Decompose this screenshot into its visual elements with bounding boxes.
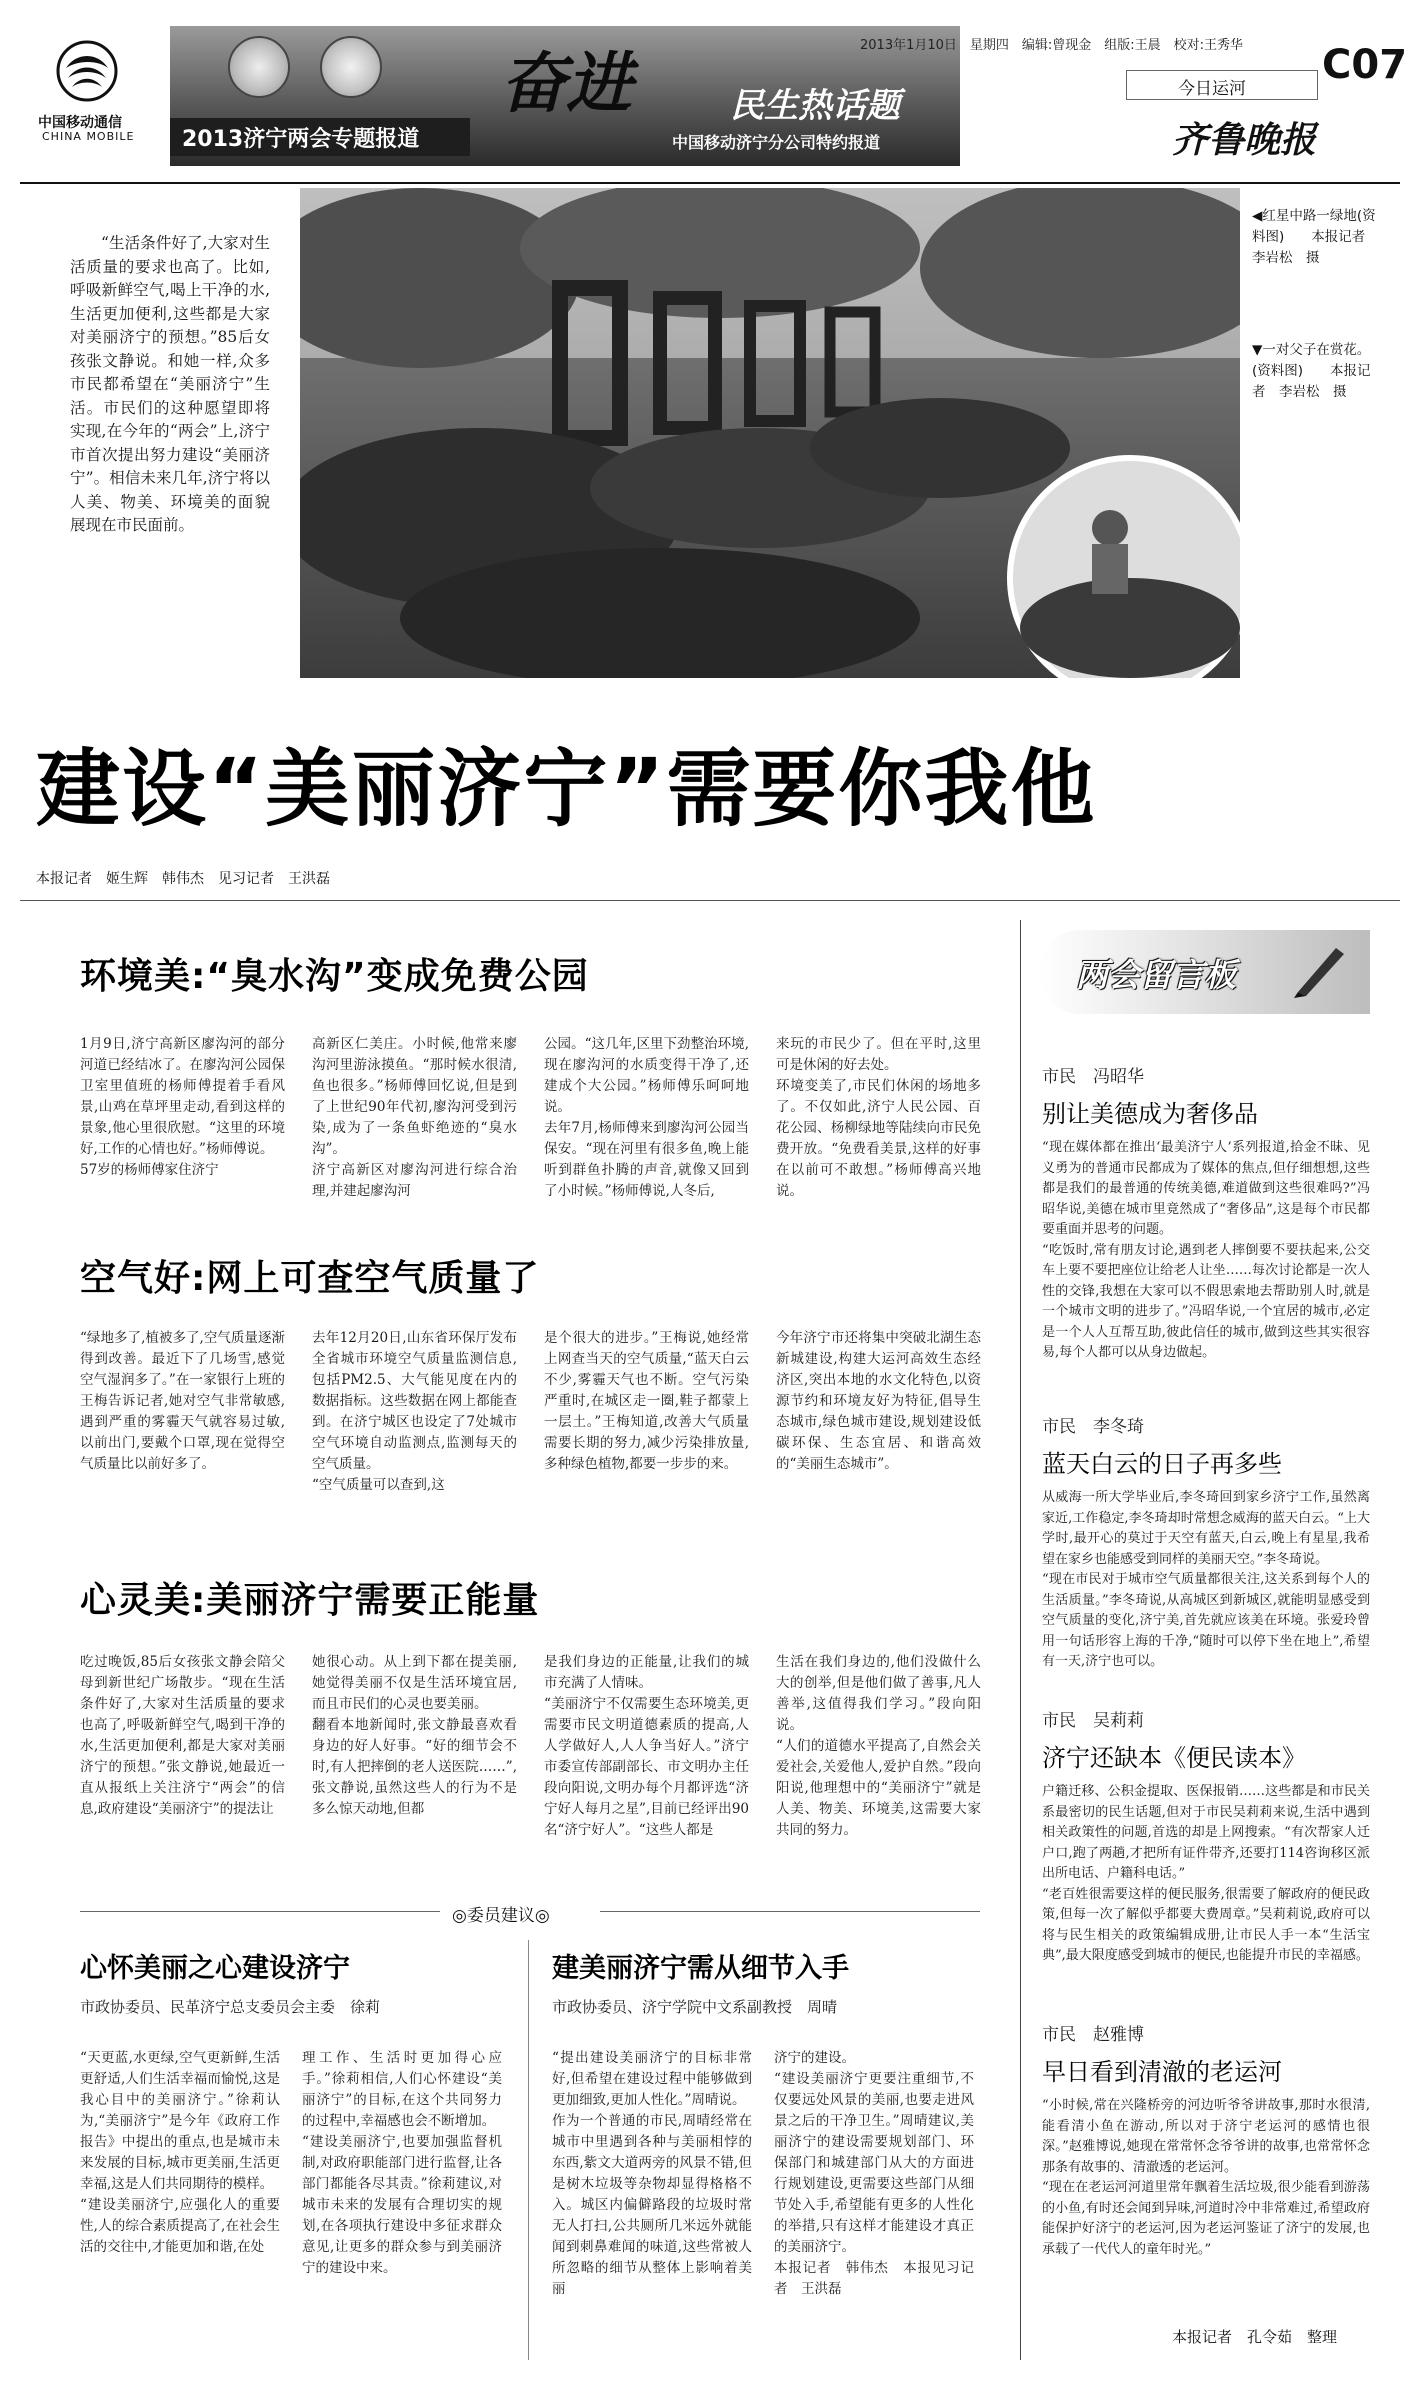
sponsor-line: 中国移动济宁分公司特约报道 [672,133,881,152]
page-number: C07 [1322,42,1408,88]
main-photo [300,188,1240,678]
committee-title-2: 建美丽济宁需从细节入手 [552,1953,849,1984]
masthead-rule [20,182,1400,184]
sidebar-header [1040,930,1370,1014]
sidebar-divider [1020,920,1021,2360]
s1-col-2: 高新区仁美庄。小时候,他常来廖沟河里游泳摸鱼。“那时候水很清,鱼也很多。”杨师傅回忆说,但是到了上世纪90年代初,廖沟河受到污染,成为了一条鱼虾绝迹的“臭水沟”。 济宁高新区对廖沟河进行综合治理,并建起廖沟河 [312,1036,517,1199]
c2-col-2: 济宁的建设。 “建设美丽济宁更要注重细节,不仅要远处风景的美丽,也要走进风景之后的干净卫生。”周晴建议,美丽济宁的建设需要规划部门、环保部门和城建部门从大的方面进行规划建设,更需要这些部门从细节处入手,希望能有更多的人性化的举措,只有这样才能建设才真正的美丽济宁。 本报记者 韩伟杰 本报见习记者 王洪磊 [774,2050,974,2297]
sidebar-title-4: 早日看到清澈的老运河 [1042,2058,1282,2086]
s3-col-3: 是我们身边的正能量,让我们的城市充满了人情味。 “美丽济宁不仅需要生态环境美,更需要市民文明道德素质的提高,人人学做好人,人人争当好人。”济宁市委宣传部副部长、市文明办主任段向阳说,文明办每个月都评选“济宁好人每月之星”,目前已经评出90名“济宁好人”。“这些人都是 [544,1654,749,1838]
s3-col-2: 她很心动。从上到下都在提美丽,她觉得美丽不仅是生活环境宜居,而且市民们的心灵也要美丽。 翻看本地新闻时,张文静最喜欢看身边的好人好事。“好的细节会不时,有人把摔倒的老人送医院……”,张文静说,虽然这些人的行为不是多么惊天动地,但都 [312,1654,517,1817]
brand-cn: 中国移动通信 [38,115,122,131]
committee-rule-left [80,1911,440,1912]
china-mobile-logo-icon [56,40,118,102]
committee-rule-right [600,1911,980,1912]
section-title-environment: 环境美:“臭水沟”变成免费公园 [80,956,589,997]
s3-col-1: 吃过晚饭,85后女孩张文静会陪父母到新世纪广场散步。“现在生活条件好了,大家对生活质量的要求也高了,呼吸新鲜空气,喝到干净的水,生活更加便利,都是大家对美丽济宁的预想。”张文静说,她最近一直从报纸上关注济宁“两会”的信息,政府建设“美丽济宁”的提法让 [80,1654,285,1817]
fendou-calligraphy: 奋进 [500,44,632,122]
sidebar-text-3: 户籍迁移、公积金提取、医保报销……这些都是和市民关系最密切的民生话题,但对于市民吴莉莉来说,生活中遇到相关政策性的问题,首选的却是上网搜索。“有次帮家人迁户口,跑了两趟,才把所有证件带齐,还要打114咨询移区派出所电话、户籍科电话。” “老百姓很需要这样的便民服务,很需要了解政府的便民政策,但每一次了解似乎都要大费周章。”吴莉莉说,政府可以将与民生相关的政策编辑成册,让市民人手一本“生活宝典”,最大限度感受到城市的便民,也能提升市民的幸福感。 [1042,1784,1370,1963]
cppcc-emblem-icon [320,36,382,98]
c2-col-1: “提出建设美丽济宁的目标非常好,但希望在建设过程中能够做到更加细致,更加人性化。”周晴说。 作为一个普通的市民,周晴经常在城市中里遇到各种与美丽相悖的东西,紫文大道两旁的风景不错,但是树木垃圾等杂物却显得格格不入。城区内偏僻路段的垃圾时常无人打扫,公共厕所几米远外就能闻到刺鼻难闻的味道,这些常被人所忽略的细节从整体上影响着美丽 [552,2050,752,2297]
sidebar-name-3: 市民 吴莉莉 [1042,1711,1144,1731]
sidebar-name-4: 市民 赵雅博 [1042,2025,1144,2045]
s3-col-4: 生活在我们身边的,他们没做什么大的创举,但是他们做了善事,凡人善举,这值得我们学习。”段向阳说。 “人们的道德水平提高了,自然会关爱社会,关爱他人,爱护自然。”段向阳说,他理想中的“美丽济宁”就是人美、物美、环境美,这需要大家共同的努力。 [776,1654,981,1838]
committee-divider [528,1940,529,2360]
headline-rule [20,900,1400,901]
committee-author-2: 市政协委员、济宁学院中文系副教授 周晴 [552,1998,838,2016]
sidebar-text-1: “现在媒体都在推出‘最美济宁人’系列报道,拾金不昧、见义勇为的普通市民都成为了媒体的焦点,但仔细想想,这些都是我们的最普通的传统美德,难道做到这些很难吗?”冯昭华说,美德在城市里竟然成了“奢侈品”,这是每个市民都要重面并思考的问题。 “吃饭时,常有朋友讨论,遇到老人摔倒要不要扶起来,公交车上要不要把座位让给老人让坐……每次讨论都是一次人性的交锋,我想在大家可以不假思索地去帮助别人时,就是一个城市文明的进步了。”冯昭华说,一个宜居的城市,必定是一个人人互帮互助,彼此信任的城市,做到这些其实很容易,每个人都可以从身边做起。 [1042,1140,1370,1360]
committee-author-1: 市政协委员、民革济宁总支委员会主委 徐莉 [80,1998,381,2016]
s2-col-2: 去年12月20日,山东省环保厅发布全省城市环境空气质量监测信息,包括PM2.5、大气能见度在内的数据指标。这些数据在网上都能查到。在济宁城区也设定了7处城市空气环境自动监测点,监测每天的空气质量。 “空气质量可以查到,这 [312,1330,517,1493]
s2-col-1: “绿地多了,植被多了,空气质量逐渐得到改善。最近下了几场雪,感觉空气湿润多了。”在一家银行上班的王梅告诉记者,她对空气非常敏感,遇到严重的雾霾天气就容易过敏,以前出门,要戴个口罩,现在觉得空气质量比以前好多了。 [80,1330,285,1472]
pen-icon [1290,940,1350,1000]
committee-label: ◎委员建议◎ [452,1906,550,1926]
section-title-air: 空气好:网上可查空气质量了 [80,1258,540,1299]
masthead [0,0,1417,180]
page-meta: 2013年1月10日 星期四 编辑:曾现金 组版:王晨 校对:王秀华 [860,38,1244,53]
headline: 建设“美丽济宁”需要你我他 [36,740,1097,838]
sidebar-text-2: 从威海一所大学毕业后,李冬琦回到家乡济宁工作,虽然离家近,工作稳定,李冬琦却时常想念威海的蓝天白云。“上大学时,最开心的莫过于天空有蓝天,白云,晚上有星星,我希望在家乡也能感受到同样的美丽天空。”李冬琦说。 “现在市民对于城市空气质量都很关注,这关系到每个人的生活质量。”李冬琦说,从高城区到新城区,就能明显感受到空气质量的变化,济宁美,首先就应该美在环境。张爱玲曾用一句话形容上海的千净,“随时可以停下坐在地上”,希望有一天,济宁也可以。 [1042,1490,1370,1669]
special-report-title: 2013济宁两会专题报道 [182,127,420,152]
section-name: 今日运河 [1178,79,1246,99]
photo-caption-2: ▼一对父子在赏花。(资料图) 本报记者 李岩松 摄 [1252,342,1371,400]
s1-col-4: 来玩的市民少了。但在平时,这里可是休闲的好去处。 环境变美了,市民们休闲的场地多了。不仅如此,济宁人民公园、百花公园、杨柳绿地等陆续向市民免费开放。“免费看美景,这样的好事在以前可不敢想。”杨师傅高兴地说。 [776,1036,981,1199]
national-emblem-icon [228,36,290,98]
hot-topic-title: 民生热话题 [730,86,900,126]
sidebar-title-2: 蓝天白云的日子再多些 [1042,1450,1282,1478]
sidebar-text-4: “小时候,常在兴隆桥旁的河边听爷爷讲故事,那时水很清,能看清小鱼在游动,所以对于济宁老运河的感情也很深。”赵雅博说,她现在常常怀念爷爷讲的故事,也常常怀念那条有故事的、清澈透的老运河。 “现在在老运河河道里常年飘着生活垃圾,很少能看到游荡的小鱼,有时还会闻到异味,河道时冷中非常难过,希望政府能保护好济宁的老运河,因为老运河鉴证了济宁的发展,也承载了一代代人的童年时光。” [1042,2098,1370,2257]
sidebar-title-3: 济宁还缺本《便民读本》 [1042,1744,1306,1772]
brand-en: CHINA MOBILE [42,130,135,143]
sidebar-title-1: 别让美德成为奢侈品 [1042,1100,1258,1128]
sidebar-name-1: 市民 冯昭华 [1042,1067,1144,1087]
byline: 本报记者 姬生辉 韩伟杰 见习记者 王洪磊 [36,871,330,887]
paper-name: 齐鲁晚报 [1172,119,1317,161]
committee-title-1: 心怀美丽之心建设济宁 [80,1953,350,1984]
section-title-soul: 心灵美:美丽济宁需要正能量 [80,1580,540,1621]
s2-col-4: 今年济宁市还将集中突破北湖生态新城建设,构建大运河高效生态经济区,突出本地的水文化特色,以资源节约和环境友好为特征,倡导生态城市,绿色城市建设,规划建设低碳环保、生态宜居、和谐高效的“美丽生态城市”。 [776,1330,981,1472]
intro-text: “生活条件好了,大家对生活质量的要求也高了。比如,呼吸新鲜空气,喝上干净的水,生活更加便利,这些都是大家对美丽济宁的预想。”85后女孩张文静说。和她一样,众多市民都希望在“美丽济宁”生活。市民们的这种愿望即将实现,在今年的“两会”上,济宁市首次提出努力建设“美丽济宁”。相信未来几年,济宁将以人美、物美、环境美的面貌展现在市民面前。 [70,234,270,534]
sidebar-name-2: 市民 李冬琦 [1042,1417,1144,1437]
photo-caption-1: ◀红星中路一绿地(资料图) 本报记者 李岩松 摄 [1252,208,1379,266]
s1-col-3: 公园。“这几年,区里下劲整治环境,现在廖沟河的水质变得干净了,还建成个大公园。”杨师傅乐呵呵地说。 去年7月,杨师傅来到廖沟河公园当保安。“现在河里有很多鱼,晚上能听到群鱼扑腾的声音,就像又回到了小时候。”杨师傅说,人冬后, [544,1036,749,1199]
s2-col-3: 是个很大的进步。”王梅说,她经常上网查当天的空气质量,“蓝天白云不少,雾霾天气也不断。空气污染严重时,在城区走一圈,鞋子都蒙上一层土。”王梅知道,改善大气质量需要长期的努力,减少污染排放量,多种绿色植物,都要一步步的来。 [544,1330,749,1472]
c1-col-2: 理工作、生活时更加得心应手。”徐莉相信,人们心怀建设“美丽济宁”的目标,在这个共同努力的过程中,幸福感也会不断增加。 “建设美丽济宁,也要加强监督机制,对政府职能部门进行监督,让各部门都能各尽其责。”徐莉建议,对城市未来的发展有合理切实的规划,在各项执行建设中多征求群众意见,让更多的群众参与到美丽济宁的建设中来。 [302,2050,502,2276]
c1-col-1: “天更蓝,水更绿,空气更新鲜,生活更舒适,人们生活幸福而愉悦,这是我心目中的美丽济宁。”徐莉认为,“美丽济宁”是今年《政府工作报告》中提出的重点,也是城市未来发展的目标,城市更美丽,生活更幸福,这是人们共同期待的模样。 “建设美丽济宁,应强化人的重要性,人的综合素质提高了,在社会生活的交往中,才能更加和谐,在处 [80,2050,280,2255]
sidebar-credit: 本报记者 孔令茹 整理 [1172,2328,1338,2346]
s1-col-1: 1月9日,济宁高新区廖沟河的部分河道已经结冰了。在廖沟河公园保卫室里值班的杨师傅提着手看风景,山鸡在草坪里走动,看到这样的景象,他心里很欣慰。“这里的环境好,工作的心情也好。”杨师傅说。 57岁的杨师傅家住济宁 [80,1036,285,1178]
sidebar-title: 两会留言板 [1076,956,1237,994]
